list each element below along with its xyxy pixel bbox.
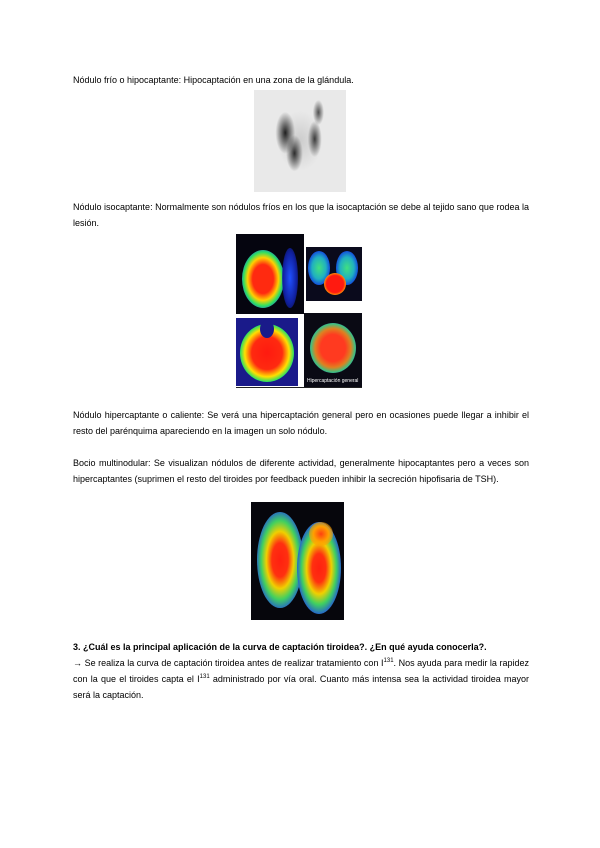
paragraph-bocio-multinodular: Bocio multinodular: Se visualizan nódulos de diferente actividad, generalmente hipocaptantes pero a veces son hipercaptantes (suprimen el resto del tiroides por feedback pueden inhibir la secreción hipofisaria de TSH). xyxy=(73,458,529,484)
scintigraphy-image-c xyxy=(236,318,298,386)
answer-3-part2: . Nos ayuda para medir la rapidez con la que el tiroides capta el I xyxy=(73,658,529,684)
answer-3-part1: → Se realiza la curva de captación tiroidea antes de realizar tratamiento con I xyxy=(73,658,384,668)
question-3-heading: 3. ¿Cuál es la principal aplicación de la curva de captación tiroidea?. ¿En qué ayuda conocerla?. xyxy=(73,642,487,652)
scintigraphy-image-a xyxy=(236,234,304,314)
answer-3-part3: administrado por vía oral. Cuanto más intensa sea la actividad tiroidea mayor será la captación. xyxy=(73,674,529,700)
answer-3-sup2: 131 xyxy=(199,674,210,680)
answer-3-sup1: 131 xyxy=(383,658,394,664)
scintigraphy-cold-nodule-image xyxy=(254,90,346,192)
figure-caption: Hipercaptación general xyxy=(307,378,359,384)
figure-baseline xyxy=(236,387,362,388)
answer-3-paragraph xyxy=(73,655,529,703)
paragraph-nodulo-hipercaptante: Nódulo hipercaptante o caliente: Se verá una hipercaptación general pero en ocasiones puede llegar a inhibir el resto del parénquima apareciendo en la imagen un solo nódulo. xyxy=(73,410,529,436)
scintigraphy-multinodular-image xyxy=(251,502,344,620)
paragraph-nodulo-isocaptante: Nódulo isocaptante: Normalmente son nódulos fríos en los que la isocaptación se debe al tejido sano que rodea la lesión. xyxy=(73,202,529,228)
paragraph-nodulo-frio: Nódulo frío o hipocaptante: Hipocaptación en una zona de la glándula. xyxy=(73,75,354,85)
scintigraphy-image-d xyxy=(304,313,362,387)
scintigraphy-image-b xyxy=(306,247,362,301)
